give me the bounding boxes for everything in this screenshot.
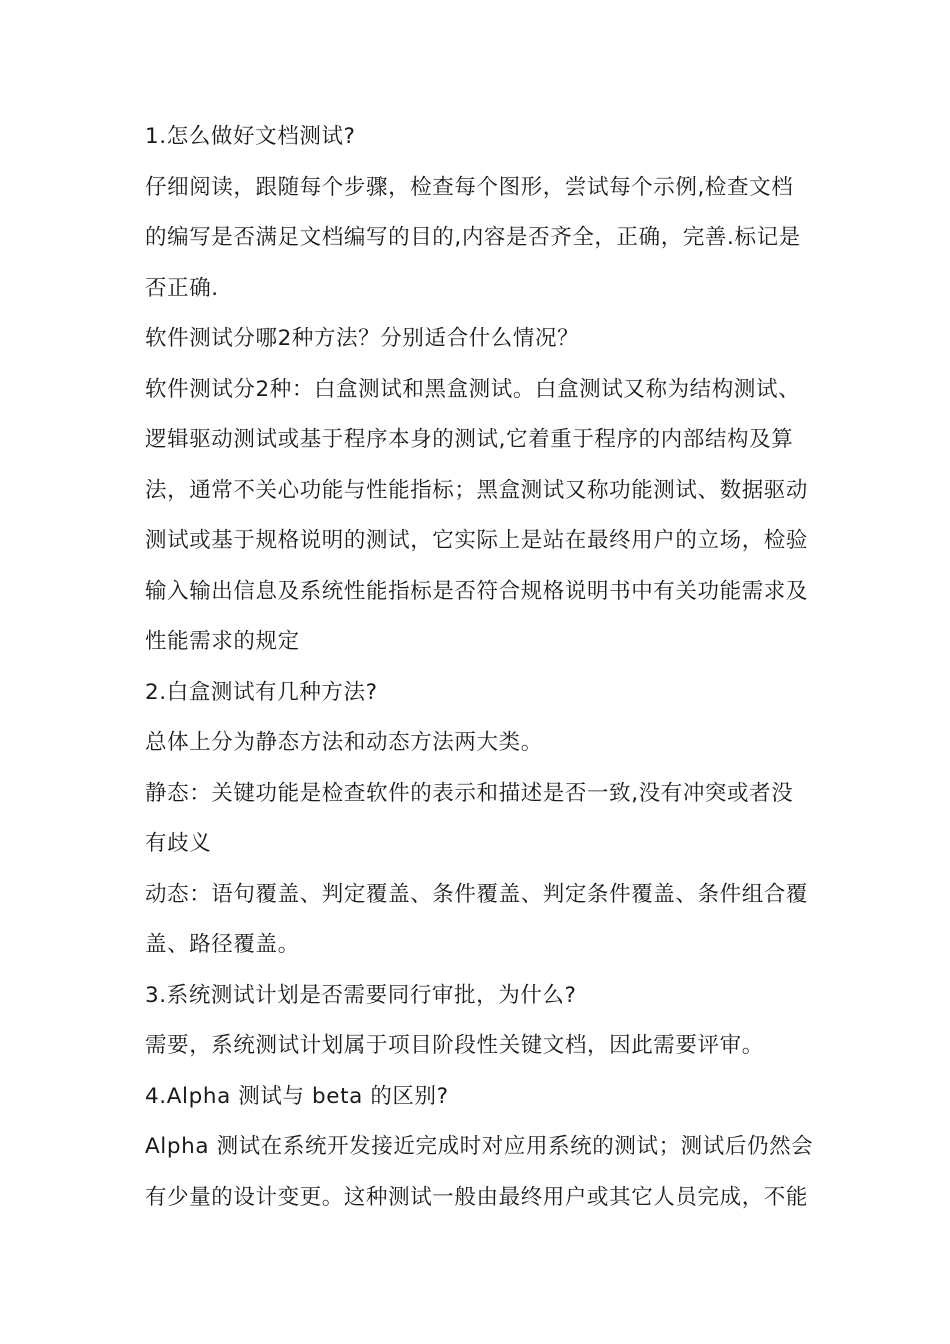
document-body [145, 112, 815, 1223]
answer-2-summary: 总体上分为静态方法和动态方法两大类。 [145, 730, 543, 755]
answer-4-text: Alpha 测试在系统开发接近完成时对应用系统的测试；测试后仍然会有少量的设计变更。这种测试一般由最终用户或其它人员完成，不能 [145, 1134, 814, 1210]
question-4-heading: 4.Alpha 测试与 beta 的区别? [145, 1083, 449, 1109]
question-test-methods: 软件测试分哪2种方法？分别适合什么情况？ [145, 326, 580, 351]
answer-3-text: 需要，系统测试计划属于项目阶段性关键文档，因此需要评审。 [145, 1033, 764, 1058]
question-3-heading: 3.系统测试计划是否需要同行审批，为什么? [145, 982, 577, 1008]
answer-2-static: 静态：关键功能是检查软件的表示和描述是否一致,没有冲突或者没有歧义 [145, 780, 794, 856]
answer-2-dynamic: 动态：语句覆盖、判定覆盖、条件覆盖、判定条件覆盖、条件组合覆盖、路径覆盖。 [145, 881, 809, 957]
answer-test-methods: 软件测试分2种：白盒测试和黑盒测试。白盒测试又称为结构测试、逻辑驱动测试或基于程序本身的测试,它着重于程序的内部结构及算法，通常不关心功能与性能指标；黑盒测试又称功能测试、数据驱动测试或基于规格说明的测试，它实际上是站在最终用户的立场，检验输入输出信息及系统性能指标是否符合规格说明书中有关功能需求及性能需求的规定 [145, 376, 809, 654]
question-2-heading: 2.白盒测试有几种方法? [145, 679, 378, 705]
answer-1-text: 仔细阅读，跟随每个步骤，检查每个图形，尝试每个示例,检查文档的编写是否满足文档编写的目的,内容是否齐全，正确，完善.标记是否正确. [145, 174, 801, 301]
question-1-heading: 1.怎么做好文档测试? [145, 124, 356, 149]
